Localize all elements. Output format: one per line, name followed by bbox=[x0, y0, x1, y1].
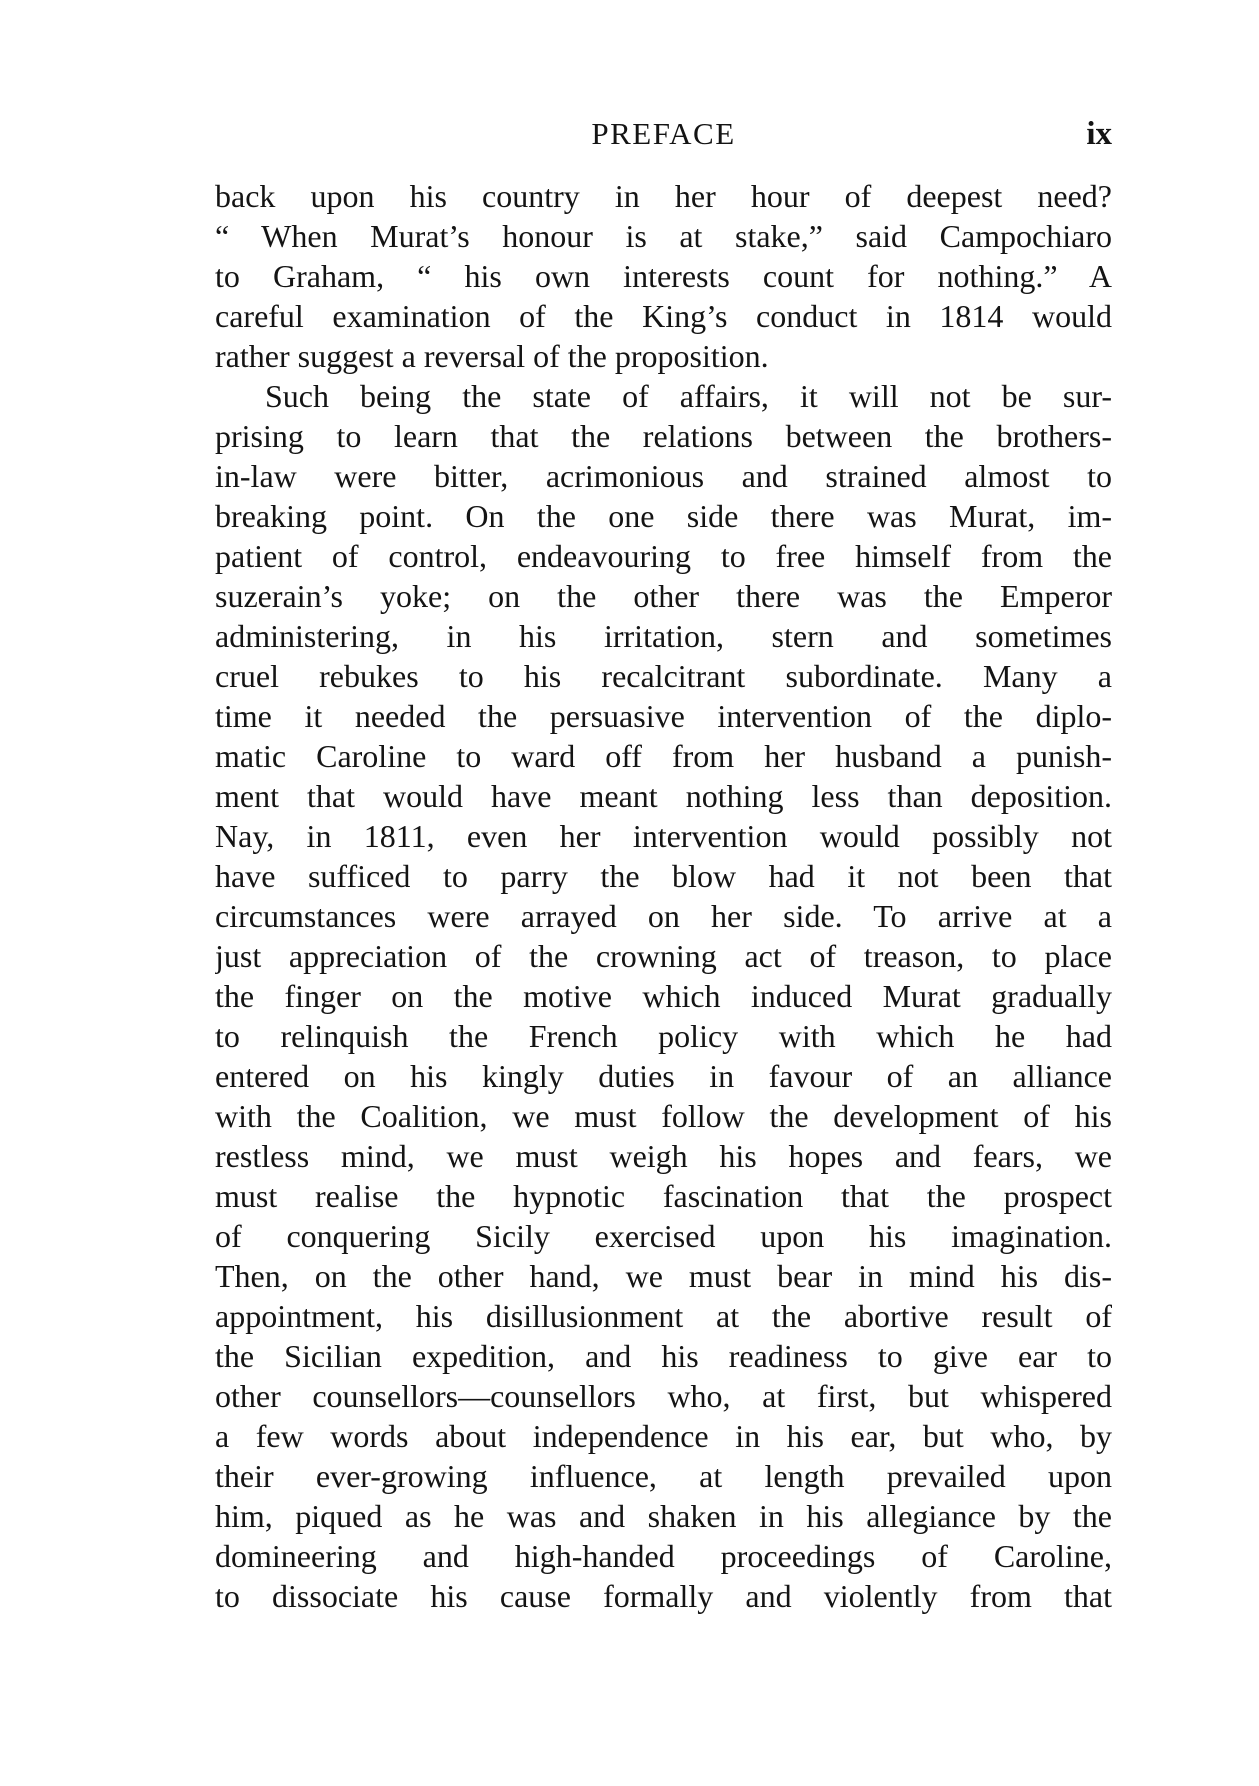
text-line: of conquering Sicily exercised upon his imagination. bbox=[215, 1218, 1112, 1254]
text-line: to relinquish the French policy with which he had bbox=[215, 1018, 1112, 1054]
body-text bbox=[215, 176, 1112, 1616]
text-line: appointment, his disillusionment at the abortive result of bbox=[215, 1298, 1112, 1334]
text-line: their ever-growing influence, at length prevailed upon bbox=[215, 1458, 1112, 1494]
text-line: the Sicilian expedition, and his readiness to give ear to bbox=[215, 1338, 1112, 1374]
text-line: breaking point. On the one side there was Murat, im- bbox=[215, 498, 1112, 534]
text-line: suzerain’s yoke; on the other there was the Emperor bbox=[215, 578, 1112, 614]
text-line: in-law were bitter, acrimonious and strained almost to bbox=[215, 458, 1112, 494]
text-line: patient of control, endeavouring to free himself from the bbox=[215, 538, 1112, 574]
text-line: with the Coalition, we must follow the development of his bbox=[215, 1098, 1112, 1134]
text-line: to dissociate his cause formally and violently from that bbox=[215, 1578, 1112, 1614]
text-line: back upon his country in her hour of deepest need? bbox=[215, 178, 1112, 214]
text-line: cruel rebukes to his recalcitrant subordinate. Many a bbox=[215, 658, 1112, 694]
page-number: ix bbox=[1086, 116, 1112, 152]
text-line: domineering and high-handed proceedings of Caroline, bbox=[215, 1538, 1112, 1574]
text-line: Nay, in 1811, even her intervention would possibly not bbox=[215, 818, 1112, 854]
text-line: restless mind, we must weigh his hopes and fears, we bbox=[215, 1138, 1112, 1174]
text-line: ment that would have meant nothing less than deposition. bbox=[215, 778, 1112, 814]
text-line: must realise the hypnotic fascination that the prospect bbox=[215, 1178, 1112, 1214]
text-line: a few words about independence in his ear, but who, by bbox=[215, 1418, 1112, 1454]
text-line: Then, on the other hand, we must bear in mind his dis- bbox=[215, 1258, 1112, 1294]
running-head: PREFACE bbox=[591, 116, 736, 151]
text-line: Such being the state of affairs, it will not be sur- bbox=[265, 378, 1112, 414]
text-line: circumstances were arrayed on her side. To arrive at a bbox=[215, 898, 1112, 934]
text-line: him, piqued as he was and shaken in his allegiance by the bbox=[215, 1498, 1112, 1534]
text-line: administering, in his irritation, stern and sometimes bbox=[215, 618, 1112, 654]
text-line: careful examination of the King’s conduct in 1814 would bbox=[215, 298, 1112, 334]
text-line: to Graham, “ his own interests count for nothing.” A bbox=[215, 258, 1112, 294]
page-header bbox=[215, 112, 1112, 156]
text-line: just appreciation of the crowning act of treason, to place bbox=[215, 938, 1112, 974]
text-line: “ When Murat’s honour is at stake,” said Campochiaro bbox=[215, 218, 1112, 254]
text-line: entered on his kingly duties in favour of an alliance bbox=[215, 1058, 1112, 1094]
text-line: other counsellors—counsellors who, at first, but whispered bbox=[215, 1378, 1112, 1414]
text-line: time it needed the persuasive intervention of the diplo- bbox=[215, 698, 1112, 734]
text-line: have sufficed to parry the blow had it not been that bbox=[215, 858, 1112, 894]
text-line: the finger on the motive which induced Murat gradually bbox=[215, 978, 1112, 1014]
text-line: rather suggest a reversal of the proposition. bbox=[215, 338, 769, 374]
text-line: prising to learn that the relations between the brothers- bbox=[215, 418, 1112, 454]
text-line: matic Caroline to ward off from her husband a punish- bbox=[215, 738, 1112, 774]
